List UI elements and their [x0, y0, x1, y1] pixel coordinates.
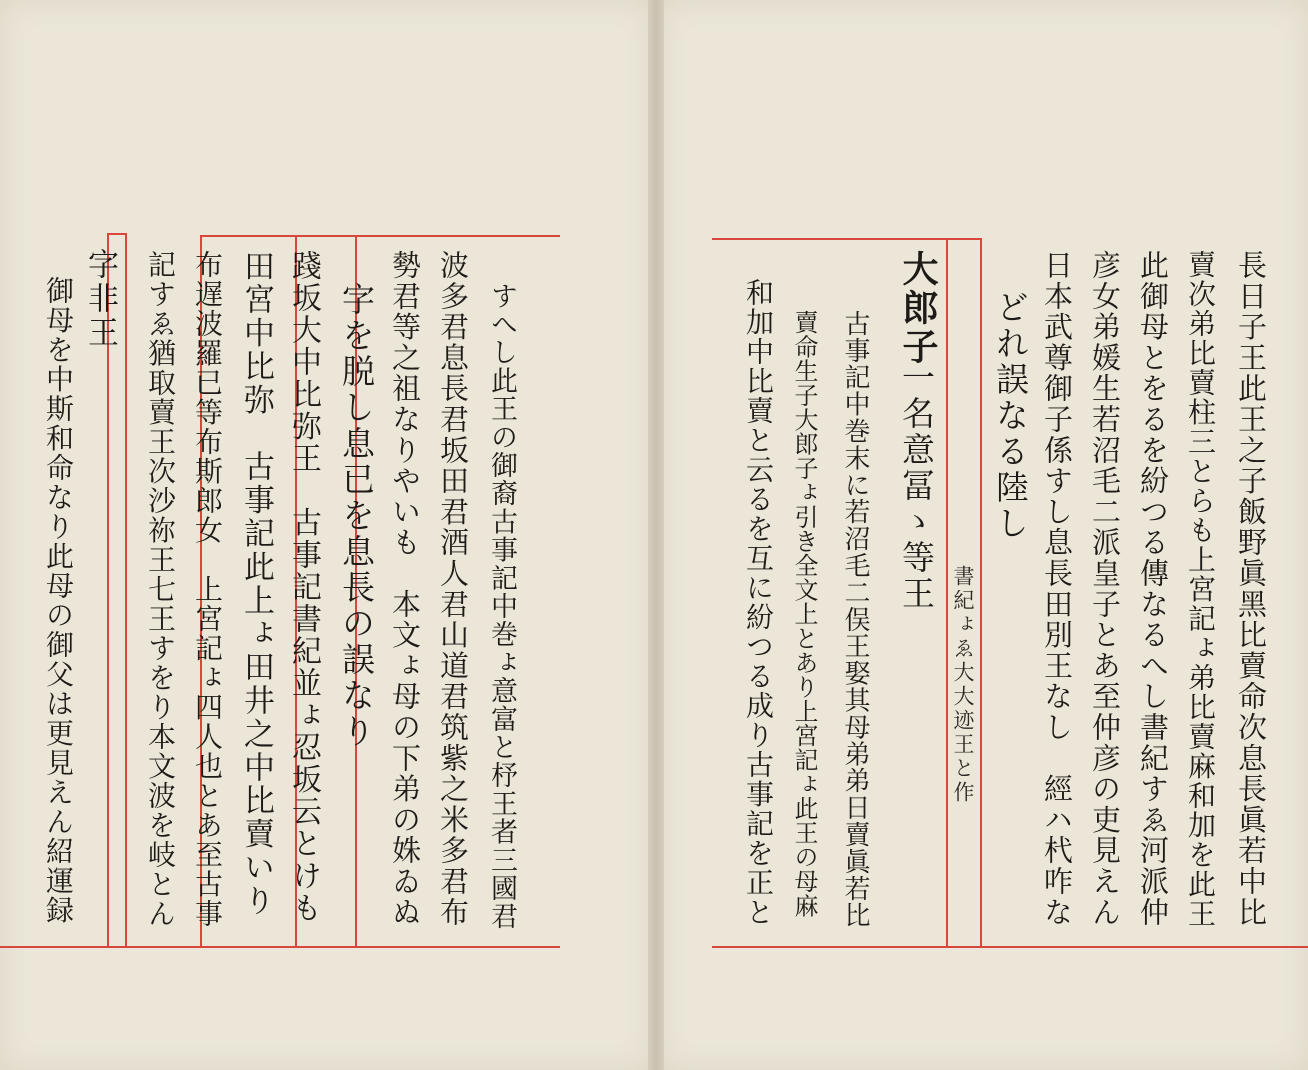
right-column-6: 彦女弟媛生若沼毛二派皇子とあ至仲彦の吏見えん	[1088, 250, 1122, 928]
left-top-rule-2	[200, 235, 560, 237]
left-top-rule	[107, 233, 125, 235]
left-bottom-rule	[0, 946, 560, 948]
left-page	[0, 0, 652, 1070]
left-column-5: 踐坂大中比弥王 古事記書紀並ょ忍坂云とけも	[286, 250, 321, 925]
left-column-4: 田宮中比弥 古事記此上ょ田井之中比賣いり	[238, 250, 274, 918]
left-column-6: 字を脱し息已を息長の誤なり	[337, 282, 376, 750]
left-column-8: 波多君息長君坂田君酒人君山道君筑紫之米多君布	[436, 250, 470, 928]
right-divider-2	[980, 238, 982, 946]
left-column-7: 勢君等之祖なりやいも 本文ょ母の下弟の姝ゐぬ	[388, 250, 422, 928]
right-column-5: 日本武尊御子係すし息長田別王なし 經ハ杙咋な	[1040, 250, 1074, 928]
right-column-7: 此御母とをるを紛つる傳なるへし書紀すゑ河派仲	[1136, 250, 1170, 928]
right-column-9: 長日子王此王之子飯野眞黑比賣命次息長眞若中比	[1234, 250, 1268, 928]
right-small-note: 書紀ょゑ大大迹王と作	[951, 565, 975, 805]
book-gutter	[648, 0, 664, 1070]
right-top-rule	[712, 238, 982, 240]
left-column-2: 記すゑ猶取賣王次沙祢王七王すをり本文波を岐とん	[144, 250, 177, 929]
left-column-9: すへし此王の御裔古事記中巻ょ意富と杼王者三國君	[486, 282, 517, 931]
right-header: 大郎子	[897, 250, 939, 367]
right-header-note: 一名意冨ゝ等王	[897, 360, 936, 612]
left-header: 字非王	[82, 248, 118, 350]
right-column-3: 古事記中巻末に若沼毛二俣王娶其母弟弟日賣眞若比	[840, 310, 870, 929]
left-column-3: 布遅波羅已等布斯郎女 上宮記ょ四人也とあ至古事	[191, 250, 224, 929]
right-column-1: 和加中比賣と云るを互に紛つる成り古事記を正と	[742, 278, 775, 927]
left-divider-2	[125, 233, 127, 946]
right-divider-1	[946, 238, 948, 946]
right-column-4: どれ誤なる陸し	[991, 290, 1030, 542]
left-column-1: 御母を中斯和命なり此母の御父は更見えん紹運録	[42, 276, 75, 925]
right-column-8: 賣次弟比賣柱三とらも上宮記ょ弟比賣麻和加を此王	[1184, 250, 1217, 929]
right-column-2: 賣命生子大郎子ょ引き全文上とあり上宮記ょ此王の母麻	[790, 310, 818, 918]
right-bottom-rule	[712, 946, 1308, 948]
